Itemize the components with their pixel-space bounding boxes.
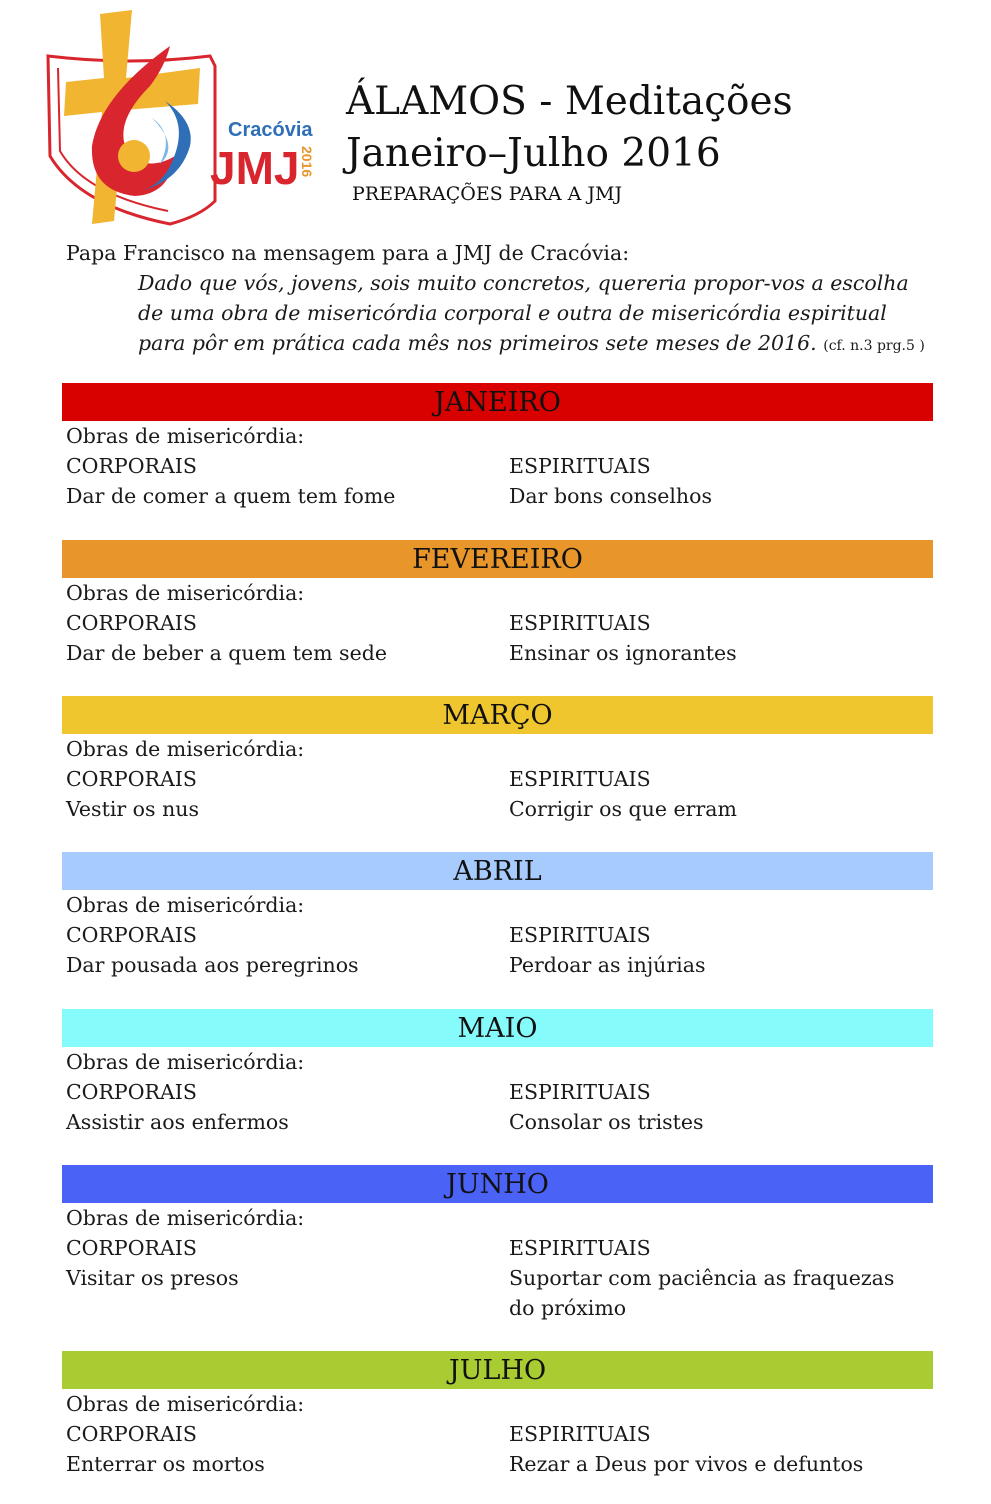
corporal-work: Assistir aos enfermos <box>66 1110 289 1134</box>
works-row <box>62 1449 933 1479</box>
month-section-fevereiro <box>62 540 933 668</box>
works-row <box>62 794 933 824</box>
corporal-work: Visitar os presos <box>66 1266 239 1290</box>
corporal-label: CORPORAIS <box>66 923 197 947</box>
corporal-label: CORPORAIS <box>66 1422 197 1446</box>
month-section-julho <box>62 1351 933 1479</box>
spiritual-label: ESPIRITUAIS <box>509 454 651 478</box>
title-line-1: ÁLAMOS - Meditações <box>346 79 793 124</box>
page-subtitle: PREPARAÇÕES PARA A JMJ <box>352 183 623 205</box>
logo-year: 2016 <box>299 146 315 178</box>
spiritual-work: Suportar com paciência as fraquezas <box>509 1266 895 1290</box>
month-section-maio <box>62 1009 933 1137</box>
quote-citation: (cf. n.3 prg.5 ) <box>823 338 925 354</box>
month-bar: FEVEREIRO <box>62 540 933 578</box>
quote-line-2: de uma obra de misericórdia corporal e outra de misericórdia espiritual <box>138 301 887 325</box>
spiritual-work: Rezar a Deus por vivos e defuntos <box>509 1452 864 1476</box>
works-row <box>62 1107 933 1137</box>
intro-quote <box>138 268 946 361</box>
works-label: Obras de misericórdia: <box>66 1206 305 1230</box>
works-label: Obras de misericórdia: <box>66 424 305 448</box>
month-section-abril <box>62 852 933 980</box>
corporal-label: CORPORAIS <box>66 1080 197 1104</box>
logo-city: Cracóvia <box>228 119 313 141</box>
month-bar: MARÇO <box>62 696 933 734</box>
month-section-janeiro <box>62 383 933 511</box>
corporal-work: Dar de beber a quem tem sede <box>66 641 387 665</box>
logo-sun <box>118 140 150 172</box>
category-row <box>62 1233 933 1263</box>
quote-line-1: Dado que vós, jovens, sois muito concretos, quereria propor-vos a escolha <box>138 271 909 295</box>
spiritual-label: ESPIRITUAIS <box>509 1080 651 1104</box>
spiritual-work: Dar bons conselhos <box>509 484 712 508</box>
spiritual-label: ESPIRITUAIS <box>509 923 651 947</box>
month-section-junho <box>62 1165 933 1323</box>
quote-line-3-text: para pôr em prática cada mês nos primeiros sete meses de 2016. <box>138 331 817 355</box>
page-title <box>346 76 793 180</box>
intro-block <box>66 238 946 361</box>
corporal-work: Enterrar os mortos <box>66 1452 265 1476</box>
corporal-work: Dar de comer a quem tem fome <box>66 484 396 508</box>
works-row <box>62 481 933 511</box>
works-label: Obras de misericórdia: <box>66 581 305 605</box>
corporal-work: Dar pousada aos peregrinos <box>66 953 359 977</box>
works-label: Obras de misericórdia: <box>66 1050 305 1074</box>
works-row <box>62 950 933 980</box>
spiritual-work-continued: do próximo <box>509 1296 627 1320</box>
month-section-marco <box>62 696 933 824</box>
category-row <box>62 1077 933 1107</box>
works-row <box>62 638 933 668</box>
corporal-label: CORPORAIS <box>66 767 197 791</box>
spiritual-label: ESPIRITUAIS <box>509 1236 651 1260</box>
category-row <box>62 920 933 950</box>
spiritual-work: Perdoar as injúrias <box>509 953 706 977</box>
month-bar: MAIO <box>62 1009 933 1047</box>
spiritual-work: Ensinar os ignorantes <box>509 641 737 665</box>
month-bar: JUNHO <box>62 1165 933 1203</box>
month-bar: ABRIL <box>62 852 933 890</box>
spiritual-work: Consolar os tristes <box>509 1110 704 1134</box>
works-label: Obras de misericórdia: <box>66 737 305 761</box>
spiritual-label: ESPIRITUAIS <box>509 611 651 635</box>
corporal-work: Vestir os nus <box>66 797 199 821</box>
works-label: Obras de misericórdia: <box>66 893 305 917</box>
works-row <box>62 1263 933 1293</box>
month-bar: JANEIRO <box>62 383 933 421</box>
title-line-2: Janeiro–Julho 2016 <box>346 131 721 176</box>
works-row-continued <box>62 1293 933 1323</box>
category-row <box>62 451 933 481</box>
spiritual-work: Corrigir os que erram <box>509 797 737 821</box>
logo-jmj: JMJ <box>210 142 300 194</box>
spiritual-label: ESPIRITUAIS <box>509 767 651 791</box>
works-label: Obras de misericórdia: <box>66 1392 305 1416</box>
quote-line-3 <box>138 328 946 361</box>
category-row <box>62 764 933 794</box>
corporal-label: CORPORAIS <box>66 611 197 635</box>
spiritual-label: ESPIRITUAIS <box>509 1422 651 1446</box>
category-row <box>62 1419 933 1449</box>
intro-lead: Papa Francisco na mensagem para a JMJ de Cracóvia: <box>66 241 630 265</box>
jmj-logo <box>40 6 330 228</box>
month-bar: JULHO <box>62 1351 933 1389</box>
corporal-label: CORPORAIS <box>66 1236 197 1260</box>
category-row <box>62 608 933 638</box>
corporal-label: CORPORAIS <box>66 454 197 478</box>
